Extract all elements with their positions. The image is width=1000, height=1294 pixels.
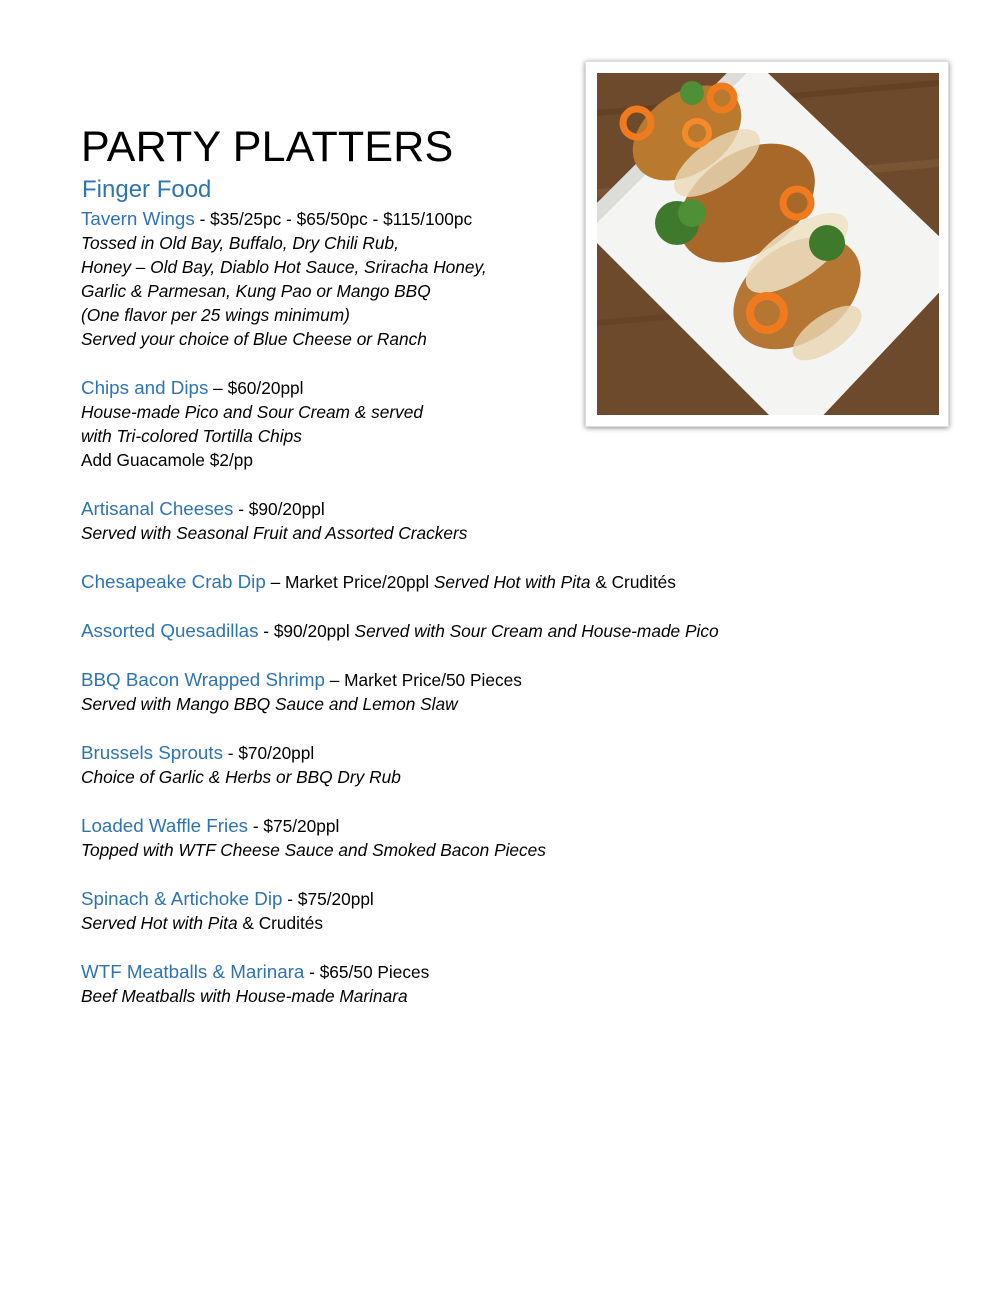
item-name: Chesapeake Crab Dip	[81, 571, 266, 592]
item-description: Served with Sour Cream and House-made Pico	[354, 621, 719, 641]
item-description-rest: & Crudités	[590, 572, 676, 592]
item-name: Tavern Wings	[81, 208, 195, 229]
item-name: Loaded Waffle Fries	[81, 815, 249, 836]
item-price: – $60/20ppl	[208, 378, 304, 398]
item-price: - $35/25pc - $65/50pc - $115/100pc	[194, 209, 473, 229]
menu-item-bbq-bacon-wrapped-shrimp	[81, 668, 781, 716]
item-name: Chips and Dips	[81, 377, 209, 398]
item-price: - $70/20ppl	[222, 743, 315, 763]
item-addon: Add Guacamole $2/pp	[81, 450, 253, 470]
wings-illustration	[597, 73, 939, 415]
item-price: - $90/20ppl	[258, 621, 355, 641]
item-description: (One flavor per 25 wings minimum)	[81, 305, 350, 325]
item-price: - $90/20ppl	[233, 499, 325, 519]
item-description: Served Hot with Pita	[433, 572, 591, 592]
menu-item-chesapeake-crab-dip	[81, 570, 781, 594]
item-description: Tossed in Old Bay, Buffalo, Dry Chili Rub,	[81, 233, 399, 253]
menu-item-artisanal-cheeses	[81, 497, 781, 545]
item-description: Topped with WTF Cheese Sauce and Smoked Bacon Pieces	[81, 840, 546, 860]
item-description: with Tri-colored Tortilla Chips	[81, 426, 302, 446]
item-description: Served with Seasonal Fruit and Assorted Crackers	[81, 523, 468, 543]
chicken-wings-platter-photo	[597, 73, 939, 415]
section-heading: Finger Food	[82, 176, 212, 203]
item-description: Choice of Garlic & Herbs or BBQ Dry Rub	[81, 767, 401, 787]
item-description: Beef Meatballs with House-made Marinara	[81, 986, 408, 1006]
item-price: – Market Price/20ppl	[265, 572, 434, 592]
item-description-rest: & Crudités	[237, 913, 324, 933]
item-description: Served your choice of Blue Cheese or Ranch	[81, 329, 427, 349]
item-name: WTF Meatballs & Marinara	[81, 961, 305, 982]
item-price: – Market Price/50 Pieces	[324, 670, 522, 690]
item-description: Served with Mango BBQ Sauce and Lemon Slaw	[81, 694, 458, 714]
item-name: Assorted Quesadillas	[81, 620, 259, 641]
item-description: House-made Pico and Sour Cream & served	[81, 402, 423, 422]
item-name: Brussels Sprouts	[81, 742, 223, 763]
menu-item-spinach-artichoke-dip	[81, 887, 781, 935]
item-description: Served Hot with Pita	[81, 913, 238, 933]
item-description: Garlic & Parmesan, Kung Pao or Mango BBQ	[81, 281, 431, 301]
item-price: - $75/20ppl	[282, 889, 374, 909]
page-title: PARTY PLATTERS	[81, 123, 454, 171]
item-name: Artisanal Cheeses	[81, 498, 234, 519]
item-price: - $65/50 Pieces	[304, 962, 430, 982]
menu-item-loaded-waffle-fries	[81, 814, 781, 862]
menu-item-wtf-meatballs-marinara	[81, 960, 781, 1008]
photo-frame	[585, 61, 949, 427]
item-name: Spinach & Artichoke Dip	[81, 888, 283, 909]
item-price: - $75/20ppl	[248, 816, 340, 836]
item-name: BBQ Bacon Wrapped Shrimp	[81, 669, 325, 690]
item-description: Honey – Old Bay, Diablo Hot Sauce, Sriracha Honey,	[81, 257, 487, 277]
menu-item-assorted-quesadillas	[81, 619, 781, 643]
menu-item-brussels-sprouts	[81, 741, 781, 789]
